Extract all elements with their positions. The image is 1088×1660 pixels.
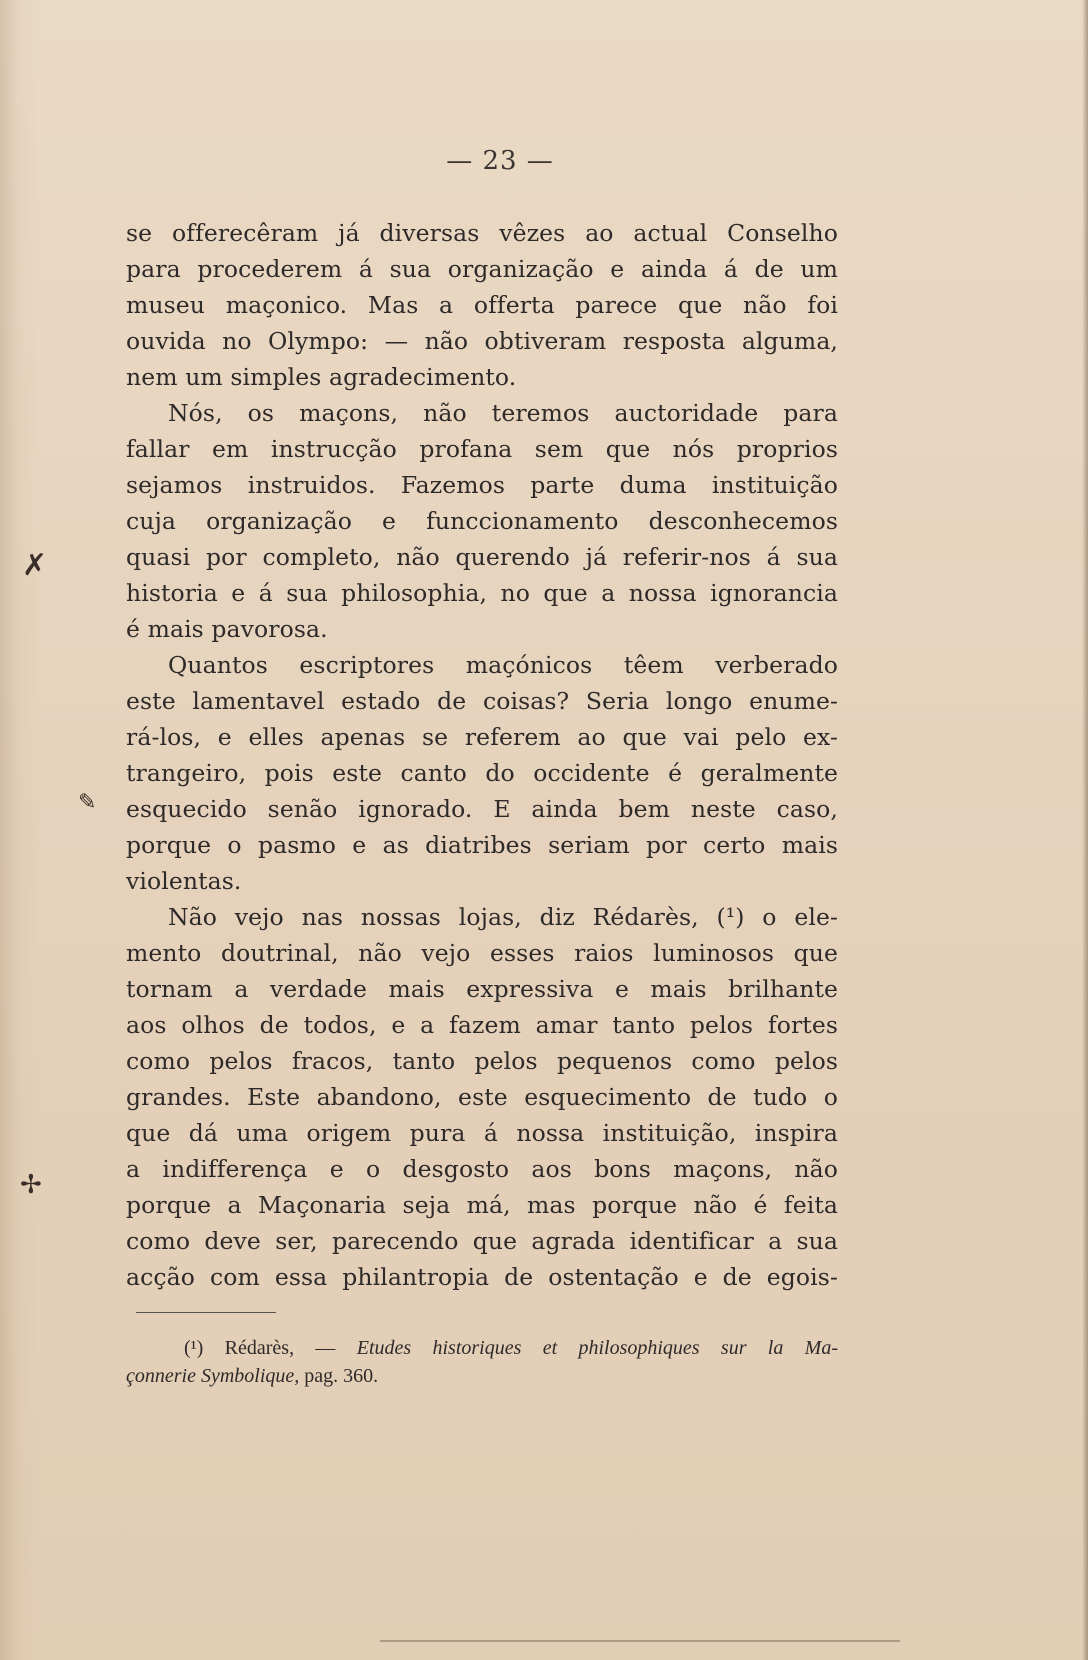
text-line: quasi por completo, não querendo já referir-nos á sua (126, 543, 838, 571)
page-bottom-edge (380, 1640, 900, 1642)
text-line: museu maçonico. Mas a offerta parece que não foi (126, 291, 838, 319)
text-line: mento doutrinal, não vejo esses raios luminosos que (126, 939, 838, 967)
page-edge-shadow (1082, 0, 1088, 1660)
text-line: porque a Maçonaria seja má, mas porque não é feita (126, 1191, 838, 1219)
footnote-title-cont: çonnerie Symbolique, (126, 1365, 300, 1387)
footnote-divider (136, 1312, 276, 1313)
text-line: fallar em instrucção profana sem que nós proprios (126, 435, 838, 463)
footnote (126, 1334, 838, 1390)
text-line: nem um simples agradecimento. (126, 363, 517, 391)
footnote-line (126, 1362, 838, 1390)
text-line: cuja organização e funccionamento desconhecemos (126, 507, 838, 535)
text-line: Não vejo nas nossas lojas, diz Rédarès, (¹) o ele- (168, 903, 838, 931)
footnote-title: Etudes historiques et philosophiques sur la Ma- (356, 1337, 839, 1359)
text-line: acção com essa philantropia de ostentação e de egois- (126, 1263, 838, 1291)
text-line: sejamos instruidos. Fazemos parte duma instituição (126, 471, 838, 499)
text-line: como deve ser, parecendo que agrada identificar a sua (126, 1227, 838, 1255)
text-line: Quantos escriptores maçónicos têem verberado (168, 651, 838, 679)
margin-mark-icon: ✗ (22, 548, 48, 583)
margin-mark-icon: ✎ (78, 790, 97, 815)
footnote-author: Rédarès, — (224, 1337, 336, 1359)
footnote-marker: (¹) (184, 1337, 204, 1359)
text-line: Nós, os maçons, não teremos auctoridade para (168, 399, 838, 427)
text-line: que dá uma origem pura á nossa instituição, inspira (126, 1119, 838, 1147)
text-line: trangeiro, pois este canto do occidente é geralmente (126, 759, 838, 787)
text-line: é mais pavorosa. (126, 615, 328, 643)
text-line: para procederem á sua organização e ainda á de um (126, 255, 838, 283)
text-line: a indifferença e o desgosto aos bons maçons, não (126, 1155, 838, 1183)
text-line: porque o pasmo e as diatribes seriam por certo mais (126, 831, 838, 859)
footnote-pages: pag. 360. (304, 1365, 379, 1387)
body-text (126, 215, 838, 1295)
text-line: aos olhos de todos, e a fazem amar tanto pelos fortes (126, 1011, 838, 1039)
text-line: violentas. (126, 867, 242, 895)
page-number: — 23 — (446, 146, 554, 176)
text-line: historia e á sua philosophia, no que a nossa ignorancia (126, 579, 838, 607)
text-line: ouvida no Olympo: — não obtiveram resposta alguma, (126, 327, 838, 355)
text-line: esquecido senão ignorado. E ainda bem neste caso, (126, 795, 838, 823)
text-line: tornam a verdade mais expressiva e mais brilhante (126, 975, 838, 1003)
margin-mark-icon: ✢ (20, 1170, 42, 1200)
text-line: rá-los, e elles apenas se referem ao que vai pelo ex- (126, 723, 838, 751)
text-line: este lamentavel estado de coisas? Seria longo enume- (126, 687, 838, 715)
text-line: como pelos fracos, tanto pelos pequenos como pelos (126, 1047, 838, 1075)
text-line: se offerecêram já diversas vêzes ao actual Conselho (126, 219, 838, 247)
footnote-line (126, 1334, 838, 1362)
text-line: grandes. Este abandono, este esquecimento de tudo o (126, 1083, 838, 1111)
